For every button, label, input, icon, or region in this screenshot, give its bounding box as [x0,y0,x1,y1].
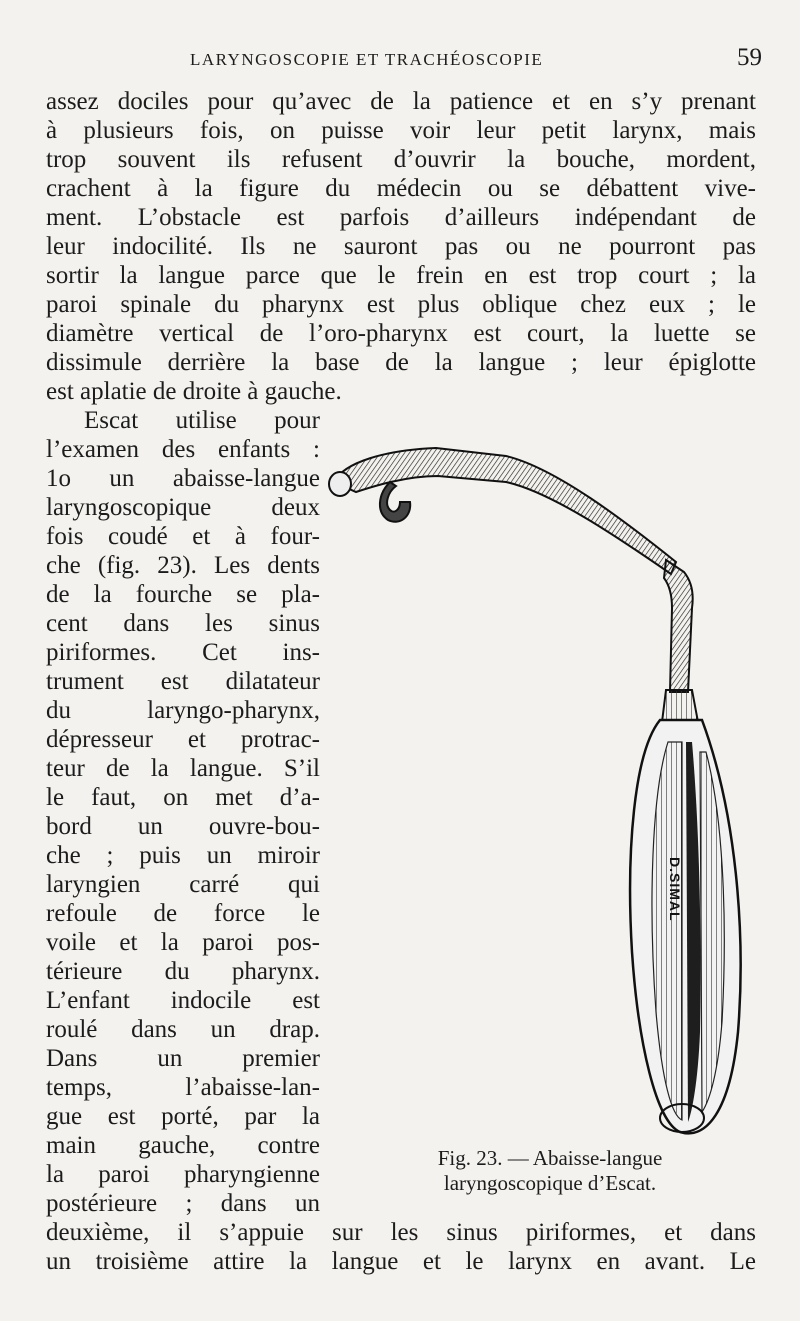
text-line: de la fourche se pla- [46,581,320,608]
text-line: Escat utilise pour [84,407,320,434]
text-line: bord un ouvre-bou- [46,813,320,840]
text-line: assez dociles pour qu’avec de la patience et en s’y prenant [46,88,756,115]
text-line: gue est porté, par la [46,1103,320,1130]
text-line: teur de la langue. S’il [46,755,320,782]
text-line: main gauche, contre [46,1132,320,1159]
text-line: leur indocilité. Ils ne sauront pas ou ne pourront pas [46,233,756,260]
text-line: che ; puis un miroir [46,842,320,869]
text-line: refoule de force le [46,900,320,927]
text-line: le faut, on met d’a- [46,784,320,811]
text-line: est aplatie de droite à gauche. [46,378,342,405]
tongue-depressor-engraving [326,432,766,1152]
instrument-illustration [326,432,766,1152]
text-line: un troisième attire la langue et le larynx en avant. Le [46,1248,756,1275]
text-line: laryngoscopique deux [46,494,320,521]
text-line: paroi spinale du pharynx est plus oblique chez eux ; le [46,291,756,318]
page-number: 59 [737,44,762,71]
text-line: dissimule derrière la base de la langue ; leur épiglotte [46,349,756,376]
caption-line: laryngoscopique d’Escat. [443,1171,657,1195]
text-line: roulé dans un drap. [46,1016,320,1043]
text-line: du laryngo-pharynx, [46,697,320,724]
caption-line: Fig. 23. — Abaisse-langue [437,1146,663,1170]
text-line: piriformes. Cet ins- [46,639,320,666]
text-line: diamètre vertical de l’oro-pharynx est court, la luette se [46,320,756,347]
text-line: che (fig. 23). Les dents [46,552,320,579]
text-line: deuxième, il s’appuie sur les sinus piriformes, et dans [46,1219,756,1246]
running-head [0,44,800,74]
handle-inscription: D.SIMAL [667,857,683,922]
text-line: l’examen des enfants : [46,436,320,463]
text-line: crachent à la figure du médecin ou se débattent vive- [46,175,756,202]
text-line: temps, l’abaisse-lan- [46,1074,320,1101]
text-line: postérieure ; dans un [46,1190,320,1217]
text-line: sortir la langue parce que le frein en est trop court ; la [46,262,756,289]
text-line: cent dans les sinus [46,610,320,637]
text-line: ment. L’obstacle est parfois d’ailleurs indépendant de [46,204,756,231]
text-line: la paroi pharyngienne [46,1161,320,1188]
text-line: dépresseur et protrac- [46,726,320,753]
text-line: trop souvent ils refusent d’ouvrir la bouche, mordent, [46,146,756,173]
text-line: laryngien carré qui [46,871,320,898]
text-line: voile et la paroi pos- [46,929,320,956]
figure-caption [340,1146,760,1196]
text-line: trument est dilatateur [46,668,320,695]
text-line: à plusieurs fois, on puisse voir leur petit larynx, mais [46,117,756,144]
running-title: LARYNGOSCOPIE ET TRACHÉOSCOPIE [190,50,544,69]
text-line: Dans un premier [46,1045,320,1072]
text-line: térieure du pharynx. [46,958,320,985]
text-line: L’enfant indocile est [46,987,320,1014]
text-line: 1o un abaisse-langue [46,465,320,492]
text-line: fois coudé et à four- [46,523,320,550]
